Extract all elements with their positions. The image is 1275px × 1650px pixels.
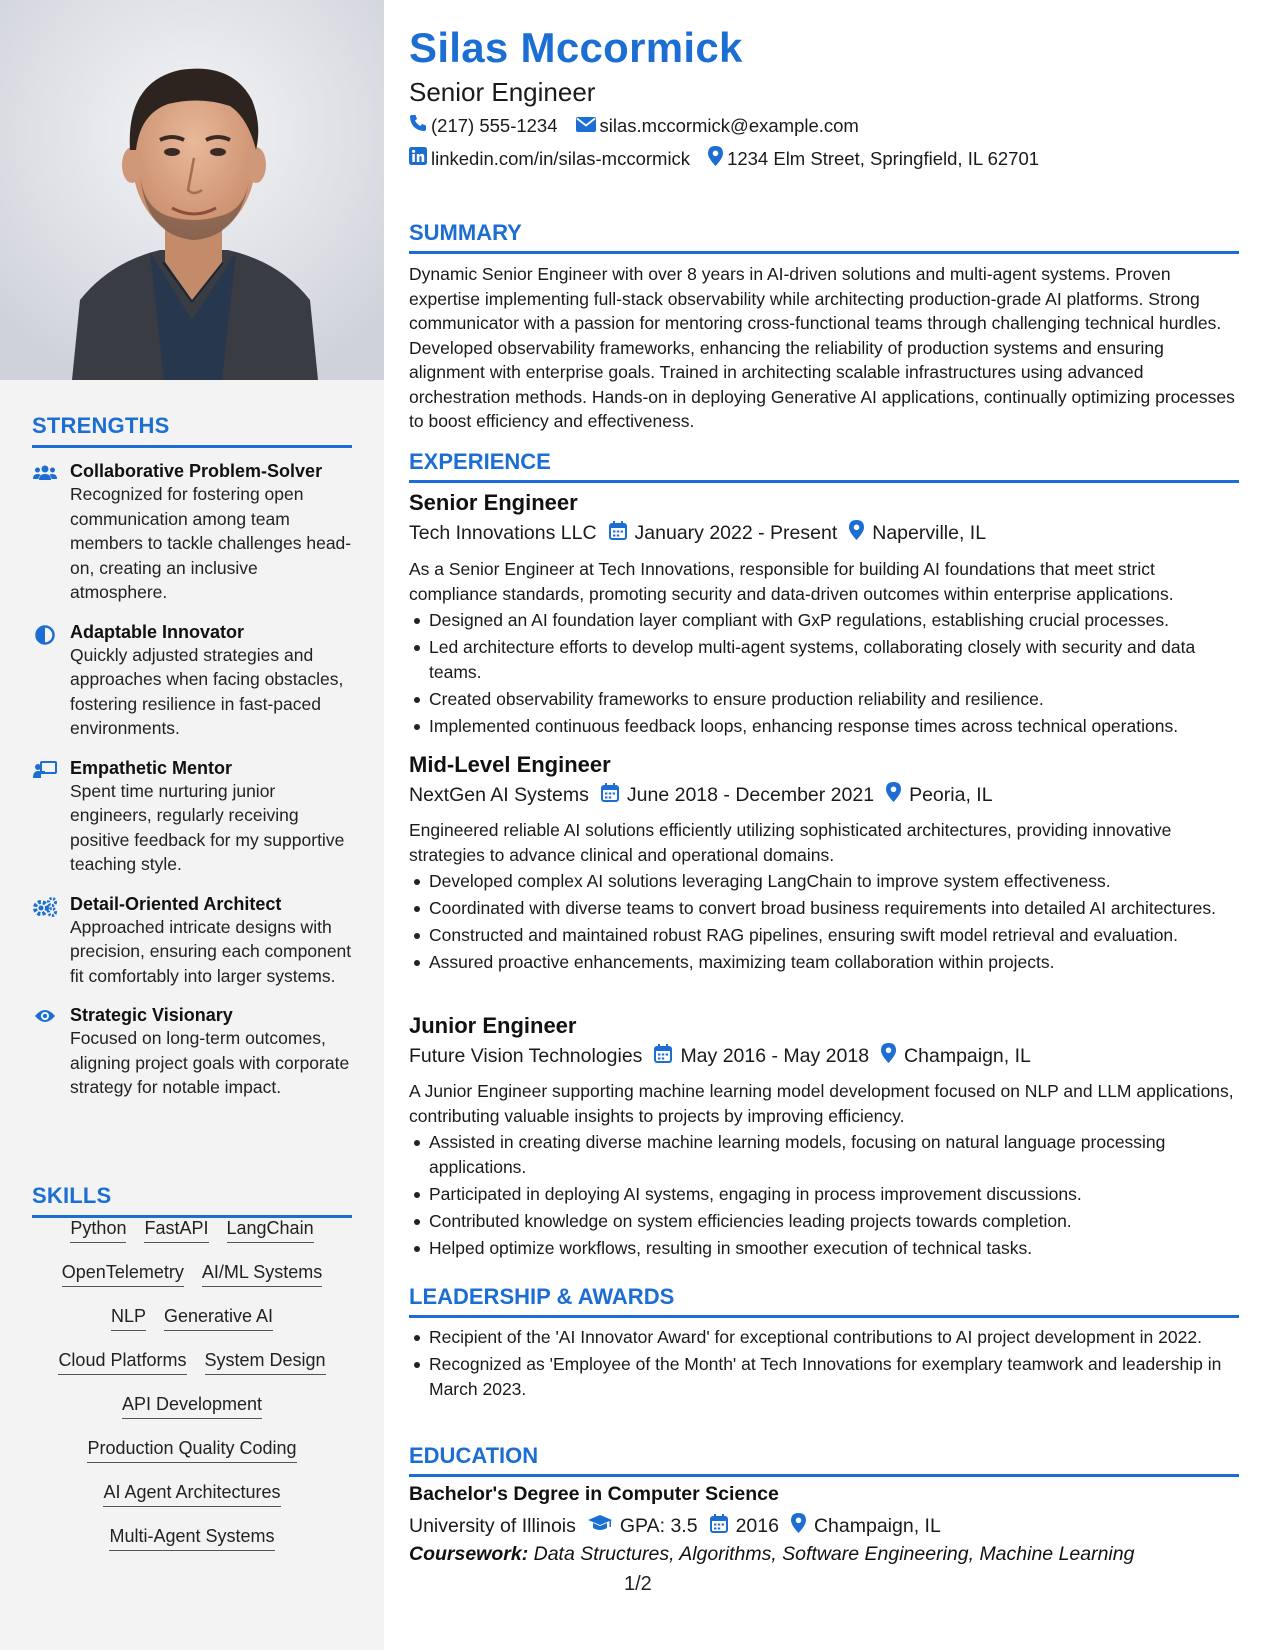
strength-desc: Spent time nurturing junior engineers, regularly receiving positive feedback for my supportive teaching style. bbox=[70, 780, 345, 874]
sidebar bbox=[0, 0, 384, 1650]
summary-text: Dynamic Senior Engineer with over 8 years in AI-driven solutions and multi-agent systems. Proven expertise implementing full-stack observability while architecting production-grade AI platforms. Strong communicator with a passion for mentoring cross-functional teams through challenging technical hurdles. Developed observability frameworks, enhancing the reliability of production systems and ensuring alignment with enterprise goals. Trained in architecting scalable infrastructures using advanced orchestration methods. Hands-on in deploying Generative AI applications, continually optimizing processes to boost efficiency and effectiveness. bbox=[409, 264, 1235, 431]
job-location bbox=[886, 782, 992, 808]
strength-item bbox=[32, 621, 352, 741]
job-title: Senior Engineer bbox=[409, 490, 578, 515]
bullet-item: Assisted in creating diverse machine learning models, focusing on natural language processing applications. bbox=[409, 1130, 1239, 1179]
job-location bbox=[881, 1043, 1031, 1069]
half-circle-icon bbox=[32, 621, 58, 741]
strength-title: Collaborative Problem-Solver bbox=[70, 461, 323, 481]
skill-row bbox=[32, 1304, 352, 1331]
company-name: Future Vision Technologies bbox=[409, 1044, 643, 1067]
linkedin-link[interactable]: linkedin.com/in/silas-mccormick bbox=[431, 147, 691, 169]
strength-desc: Focused on long-term outcomes, aligning project goals with corporate strategy for notable impact. bbox=[70, 1028, 350, 1097]
teacher-icon bbox=[32, 757, 58, 877]
strengths-list bbox=[32, 460, 352, 1116]
contact-row bbox=[409, 146, 1039, 171]
location-text: Peoria, IL bbox=[909, 783, 993, 806]
job-title: Junior Engineer bbox=[409, 1013, 577, 1038]
profile-photo bbox=[0, 0, 384, 380]
grad-year bbox=[710, 1514, 779, 1539]
job-bullets bbox=[409, 1130, 1239, 1263]
bullet-item: Coordinated with diverse teams to convert broad business requirements into detailed AI architectures. bbox=[409, 896, 1239, 921]
awards-list bbox=[409, 1325, 1239, 1404]
skill-tag: API Development bbox=[122, 1392, 262, 1419]
job-dates bbox=[654, 1044, 869, 1069]
skill-tag: AI Agent Architectures bbox=[103, 1480, 280, 1507]
job-title: Mid-Level Engineer bbox=[409, 752, 611, 777]
calendar-icon bbox=[710, 1514, 728, 1539]
summary-heading: SUMMARY bbox=[409, 220, 1239, 254]
strength-item bbox=[32, 893, 352, 989]
dates-text: January 2022 - Present bbox=[634, 521, 838, 544]
awards-heading: LEADERSHIP & AWARDS bbox=[409, 1284, 1239, 1318]
skill-tag: Production Quality Coding bbox=[87, 1436, 296, 1463]
experience-heading: EXPERIENCE bbox=[409, 449, 1239, 483]
email-contact[interactable] bbox=[576, 115, 859, 137]
company-name: NextGen AI Systems bbox=[409, 783, 589, 806]
strength-desc: Recognized for fostering open communication among team members to tackle challenges head-on, creating an inclusive atmosphere. bbox=[70, 484, 352, 602]
calendar-icon bbox=[609, 521, 627, 546]
location-text: Naperville, IL bbox=[872, 521, 987, 544]
coursework-list: Data Structures, Algorithms, Software Engineering, Machine Learning bbox=[533, 1543, 1135, 1565]
skill-tag: AI/ML Systems bbox=[202, 1260, 322, 1287]
company-name: Tech Innovations LLC bbox=[409, 521, 597, 544]
bullet-item: Participated in deploying AI systems, engaging in process improvement discussions. bbox=[409, 1182, 1239, 1207]
degree-title: Bachelor's Degree in Computer Science bbox=[409, 1483, 779, 1505]
job-location bbox=[849, 520, 986, 546]
location-text: Champaign, IL bbox=[904, 1044, 1031, 1067]
coursework bbox=[409, 1543, 1134, 1566]
skills-list bbox=[32, 1216, 352, 1568]
education-meta bbox=[409, 1513, 941, 1539]
linkedin-icon bbox=[409, 147, 427, 170]
job-meta bbox=[409, 1043, 1031, 1069]
award-item: Recognized as 'Employee of the Month' at Tech Innovations for exemplary teamwork and leadership in March 2023. bbox=[409, 1352, 1239, 1401]
award-item: Recipient of the 'AI Innovator Award' for exceptional contributions to AI project development in 2022. bbox=[409, 1325, 1239, 1350]
skill-row bbox=[32, 1392, 352, 1419]
candidate-role: Senior Engineer bbox=[409, 77, 596, 107]
strength-title: Strategic Visionary bbox=[70, 1005, 233, 1025]
users-icon bbox=[32, 460, 58, 605]
location-pin-icon bbox=[791, 1513, 806, 1539]
job-meta bbox=[409, 782, 993, 808]
contact-row bbox=[409, 114, 859, 137]
skill-row bbox=[32, 1524, 352, 1551]
year-text: 2016 bbox=[735, 1514, 779, 1537]
education-location bbox=[791, 1513, 941, 1539]
bullet-item: Designed an AI foundation layer compliant with GxP regulations, establishing crucial processes. bbox=[409, 608, 1239, 633]
school-name: University of Illinois bbox=[409, 1514, 576, 1537]
location-text: Champaign, IL bbox=[813, 1514, 941, 1537]
skill-row bbox=[32, 1260, 352, 1287]
address-text: 1234 Elm Street, Springfield, IL 62701 bbox=[727, 147, 1040, 169]
job-description: A Junior Engineer supporting machine learning model development focused on NLP and LLM applications, contributing valuable insights to projects by improving efficiency. bbox=[409, 1081, 1234, 1126]
address-contact bbox=[708, 146, 1039, 171]
skill-tag: FastAPI bbox=[144, 1216, 208, 1243]
dates-text: June 2018 - December 2021 bbox=[626, 783, 875, 806]
skill-row bbox=[32, 1348, 352, 1375]
job-dates bbox=[609, 521, 838, 546]
skill-row bbox=[32, 1480, 352, 1507]
strengths-heading: STRENGTHS bbox=[32, 413, 352, 448]
gpa bbox=[588, 1514, 698, 1538]
candidate-name: Silas Mccormick bbox=[409, 24, 743, 71]
bullet-item: Developed complex AI solutions leveraging LangChain to improve system effectiveness. bbox=[409, 869, 1239, 894]
job-description: As a Senior Engineer at Tech Innovations, responsible for building AI foundations that meet strict compliance standards, promoting security and data-driven outcomes within enterprise applications. bbox=[409, 559, 1174, 604]
job-meta bbox=[409, 520, 986, 546]
skill-tag: Generative AI bbox=[164, 1304, 273, 1331]
location-pin-icon bbox=[881, 1043, 896, 1069]
strength-title: Adaptable Innovator bbox=[70, 621, 245, 642]
bullet-item: Implemented continuous feedback loops, enhancing response times across technical operations. bbox=[409, 714, 1239, 739]
bullet-item: Contributed knowledge on system efficiencies leading projects towards completion. bbox=[409, 1209, 1239, 1234]
skill-row bbox=[32, 1216, 352, 1243]
skill-tag: OpenTelemetry bbox=[62, 1260, 184, 1287]
strength-title: Empathetic Mentor bbox=[70, 757, 233, 778]
job-bullets bbox=[409, 608, 1239, 741]
strength-item bbox=[32, 757, 352, 877]
coursework-label: Coursework: bbox=[409, 1543, 529, 1565]
gpa-text: GPA: 3.5 bbox=[619, 1514, 698, 1537]
graduation-cap-icon bbox=[588, 1514, 612, 1538]
email-link[interactable]: silas.mccormick@example.com bbox=[599, 114, 859, 136]
dates-text: May 2016 - May 2018 bbox=[680, 1044, 870, 1067]
linkedin-contact[interactable] bbox=[409, 147, 690, 170]
skill-tag: Python bbox=[70, 1216, 126, 1243]
skills-heading: SKILLS bbox=[32, 1183, 352, 1218]
skill-tag: LangChain bbox=[227, 1216, 314, 1243]
gears-icon bbox=[32, 893, 58, 989]
bullet-item: Helped optimize workflows, resulting in smoother execution of technical tasks. bbox=[409, 1236, 1239, 1261]
calendar-icon bbox=[601, 783, 619, 808]
skill-row bbox=[32, 1436, 352, 1463]
strength-item bbox=[32, 1004, 352, 1100]
strength-title: Detail-Oriented Architect bbox=[70, 893, 282, 914]
bullet-item: Created observability frameworks to ensure production reliability and resilience. bbox=[409, 687, 1239, 712]
phone-icon bbox=[409, 114, 427, 137]
location-pin-icon bbox=[708, 146, 723, 171]
phone-contact bbox=[409, 114, 558, 137]
job-bullets bbox=[409, 869, 1239, 977]
mail-icon bbox=[576, 115, 596, 137]
strength-desc: Quickly adjusted strategies and approaches when facing obstacles, fostering resilience in fast-paced environments. bbox=[70, 644, 344, 738]
skill-tag: Multi-Agent Systems bbox=[109, 1524, 274, 1551]
calendar-icon bbox=[654, 1044, 672, 1069]
skill-tag: System Design bbox=[205, 1348, 326, 1375]
job-dates bbox=[601, 783, 874, 808]
page-number: 1/2 bbox=[624, 1573, 652, 1595]
bullet-item: Assured proactive enhancements, maximizing team collaboration within projects. bbox=[409, 950, 1239, 975]
strength-desc: Approached intricate designs with precision, ensuring each component fit comfortably into larger systems. bbox=[70, 916, 352, 986]
location-pin-icon bbox=[886, 782, 901, 808]
strength-item bbox=[32, 460, 352, 605]
location-pin-icon bbox=[849, 520, 864, 546]
bullet-item: Constructed and maintained robust RAG pipelines, ensuring swift model retrieval and evaluation. bbox=[409, 923, 1239, 948]
eye-icon bbox=[32, 1004, 58, 1100]
phone-text: (217) 555-1234 bbox=[431, 114, 558, 136]
bullet-item: Led architecture efforts to develop multi-agent systems, collaborating closely with security and data teams. bbox=[409, 635, 1239, 684]
skill-tag: NLP bbox=[111, 1304, 146, 1331]
education-heading: EDUCATION bbox=[409, 1443, 1239, 1477]
skill-tag: Cloud Platforms bbox=[58, 1348, 186, 1375]
job-description: Engineered reliable AI solutions efficiently utilizing sophisticated architectures, providing innovative strategies to advance clinical and operational domains. bbox=[409, 820, 1172, 865]
